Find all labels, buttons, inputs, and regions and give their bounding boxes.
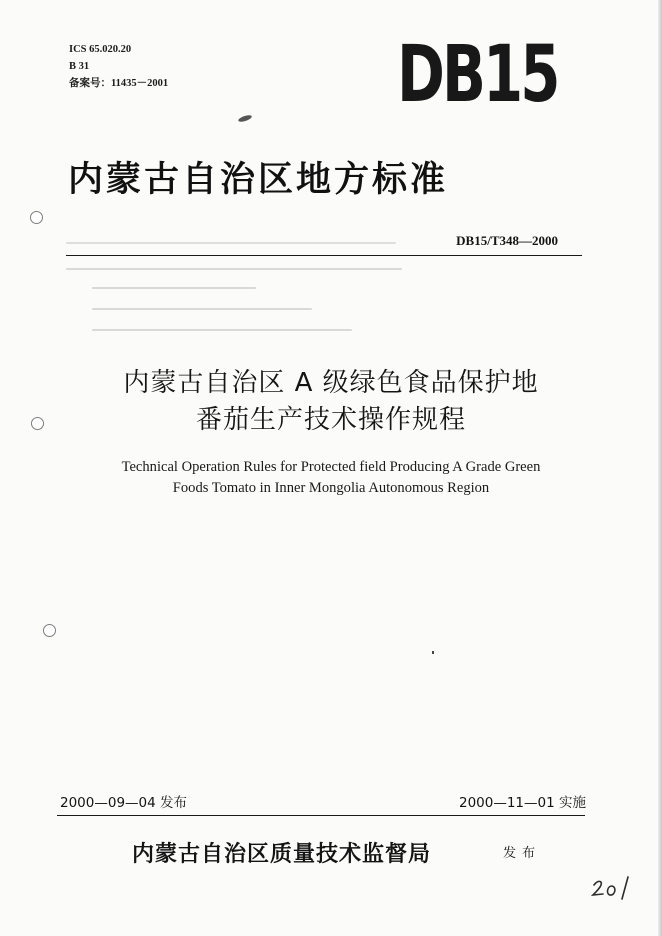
issuing-authority: 内蒙古自治区质量技术监督局: [132, 841, 432, 867]
punch-hole-icon: [43, 624, 56, 637]
punch-hole-icon: [30, 211, 43, 224]
issue-date: 2000—09—04 发布: [60, 795, 188, 811]
handwritten-page-mark: [590, 874, 638, 900]
show-through-line: [92, 329, 352, 331]
footer-divider: [57, 815, 585, 816]
db-code-logo: DB15: [397, 30, 558, 120]
english-title-line-1: Technical Operation Rules for Protected field Producing A Grade Green: [121, 459, 541, 475]
show-through-line: [92, 308, 312, 310]
stray-mark: [432, 651, 434, 654]
ics-code: ICS 65.020.20: [69, 44, 132, 55]
implementation-date: 2000—11—01 实施: [458, 795, 586, 811]
show-through-line: [92, 287, 256, 289]
ink-smudge: [238, 114, 253, 123]
show-through-line: [66, 242, 396, 244]
show-through-line: [66, 268, 402, 270]
standard-category-title: 内蒙古自治区地方标准: [68, 159, 449, 200]
standard-number: DB15/T348—2000: [456, 233, 558, 248]
chinese-title-line-1: 内蒙古自治区 A 级绿色食品保护地: [123, 368, 539, 398]
english-title-line-2: Foods Tomato in Inner Mongolia Autonomous Region: [172, 480, 490, 496]
record-number: 备案号：11435－2001: [69, 78, 169, 89]
chinese-title-line-2: 番茄生产技术操作规程: [195, 405, 466, 435]
publish-label: 发布: [503, 846, 542, 861]
header-divider: [66, 255, 582, 256]
ccs-code: B 31: [69, 61, 90, 72]
scan-edge-shadow: [658, 0, 662, 936]
